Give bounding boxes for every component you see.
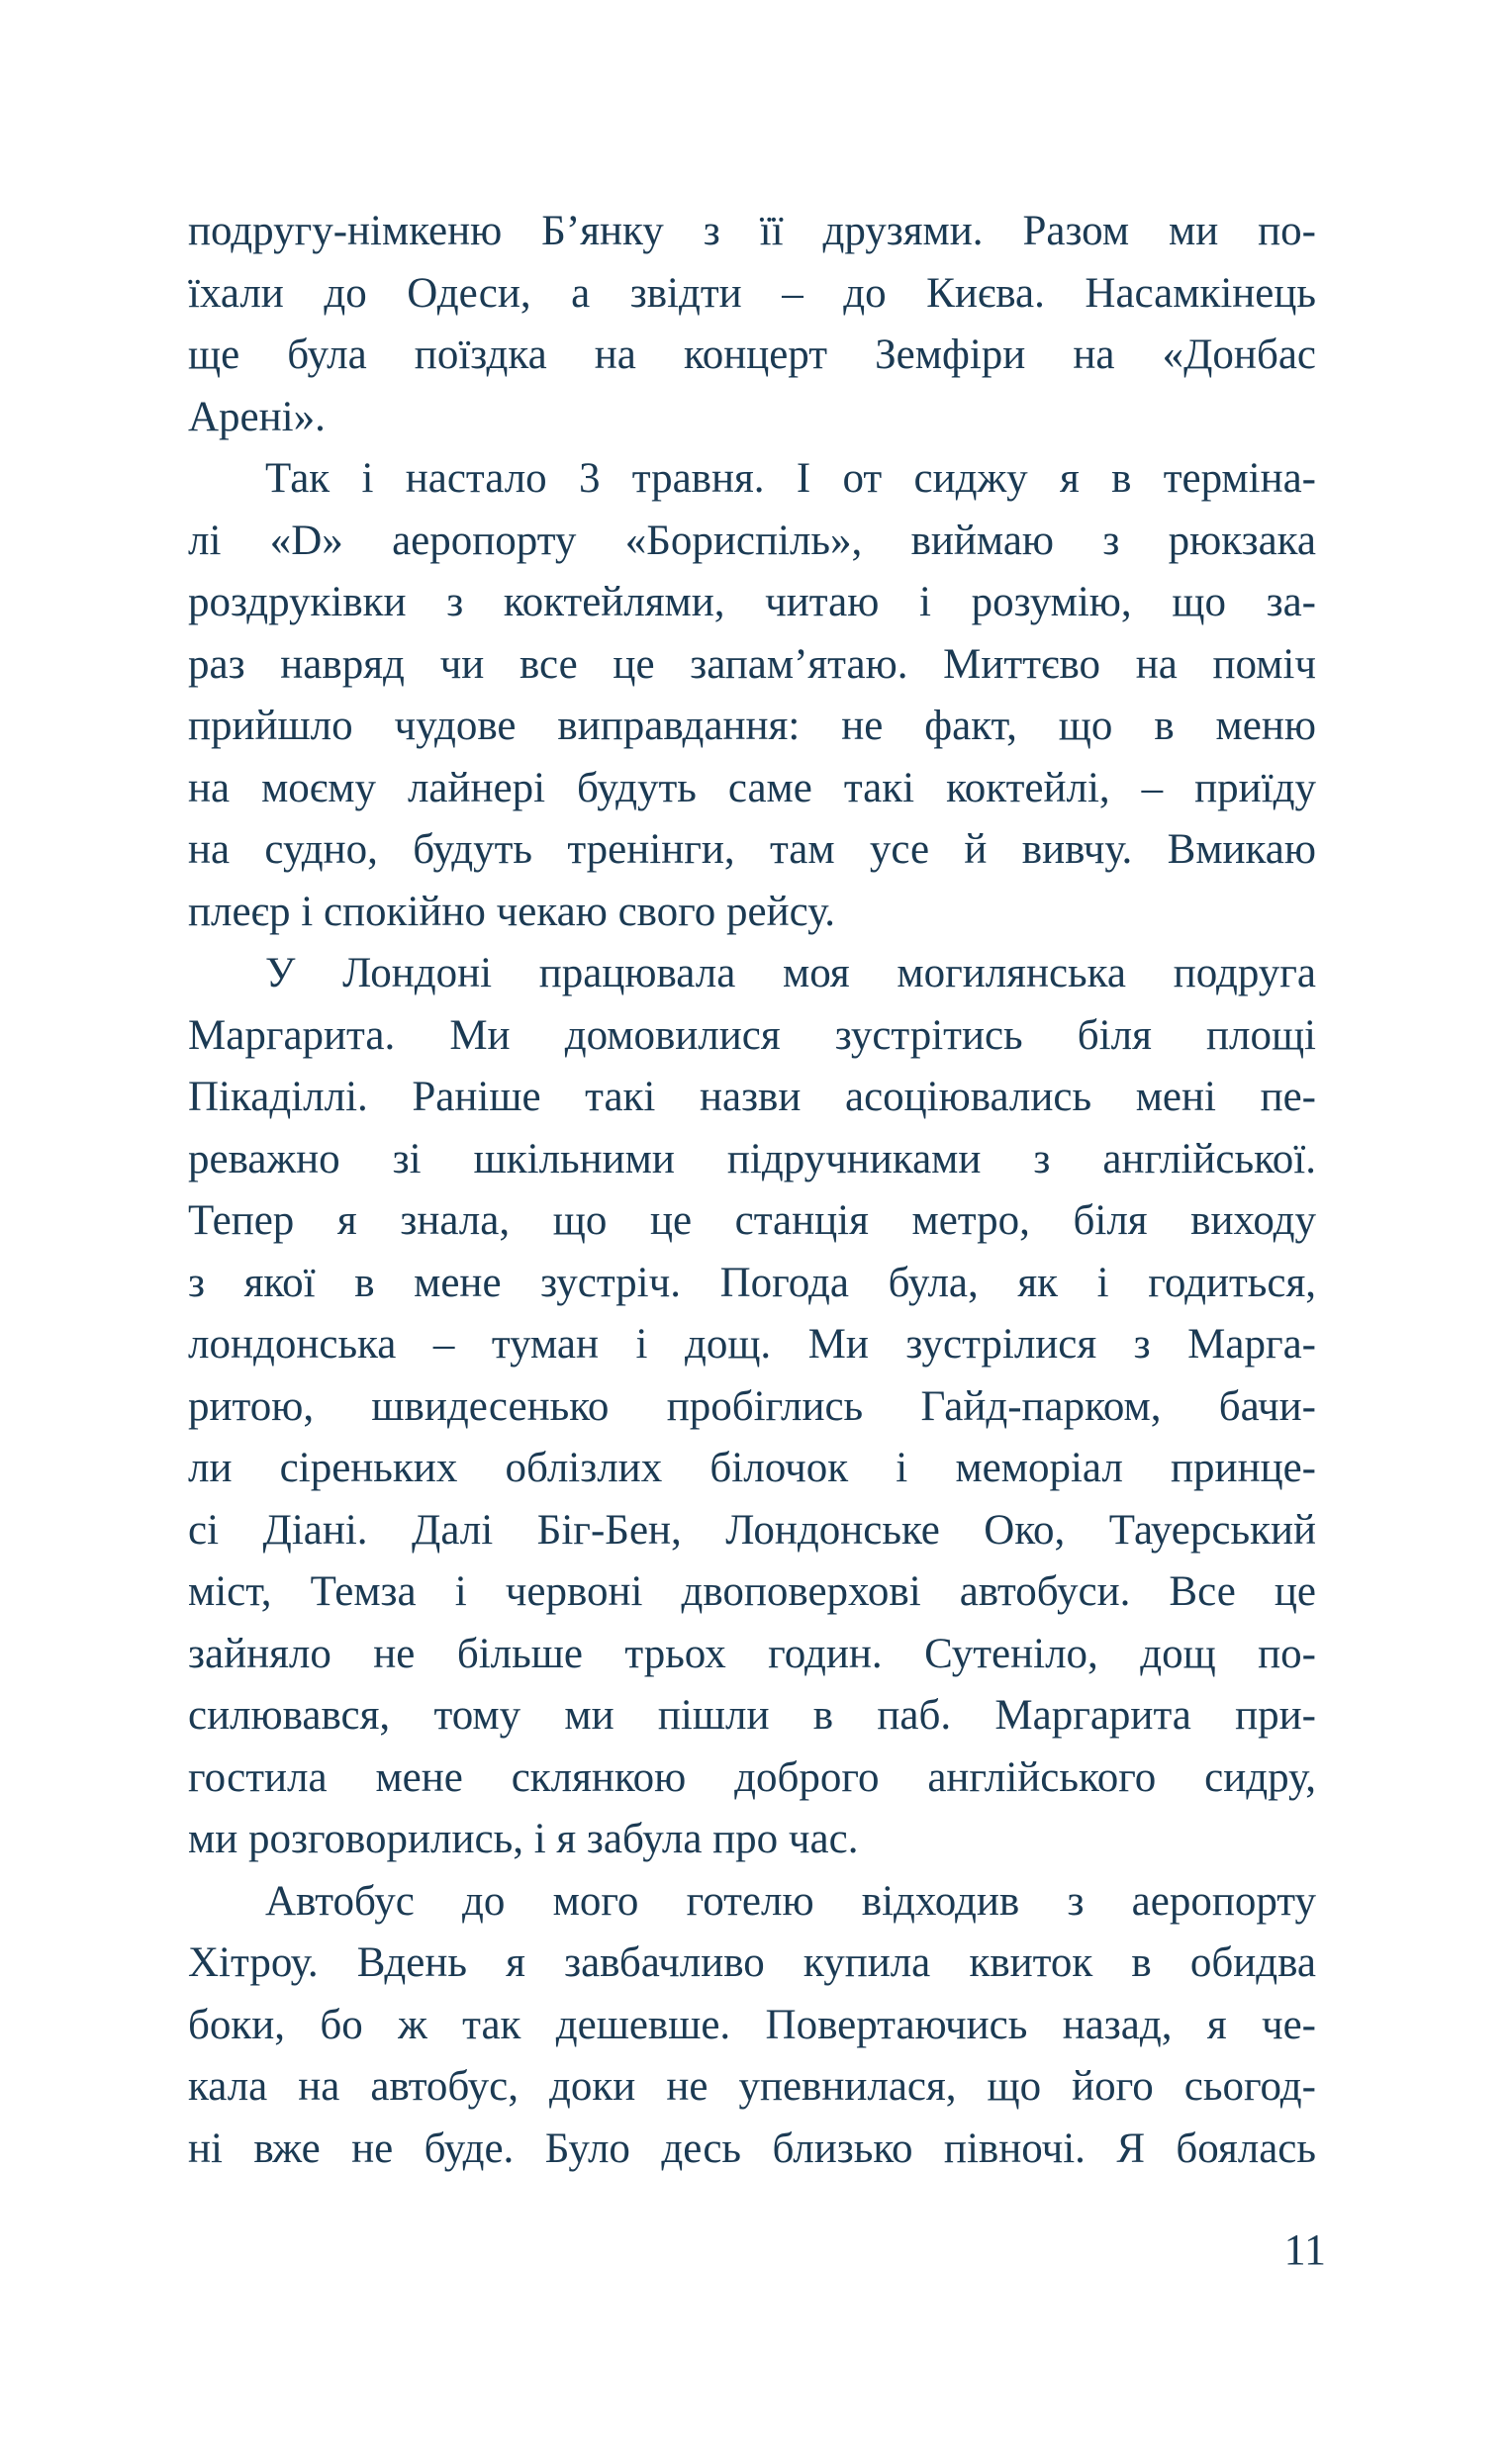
text-line: силювався, тому ми пішли в паб. Маргарита при-: [188, 1692, 1316, 1739]
text-line: гостила мене склянкою доброго англійського сидру,: [188, 1753, 1316, 1801]
text-line: Арені».: [188, 393, 326, 440]
text-line: Маргарита. Ми домовилися зустрітись біля площі: [188, 1011, 1316, 1059]
page-number: 11: [1283, 2225, 1326, 2274]
text-line: У Лондоні працювала моя могилянська подруга: [265, 950, 1316, 996]
text-line: сі Діані. Далі Біг-Бен, Лондонське Око, Тауерський: [188, 1506, 1316, 1554]
text-line: Так і настало 3 травня. І от сиджу я в терміна-: [265, 455, 1316, 502]
text-line: реважно зі шкільними підручниками з англійської.: [188, 1135, 1316, 1182]
text-line: на судно, будуть тренінги, там усе й вивчу. Вмикаю: [188, 826, 1316, 873]
text-line: лі «D» аеропорту «Бориспіль», виймаю з рюкзака: [188, 517, 1316, 564]
text-line: ні вже не буде. Було десь близько півночі. Я боялась: [188, 2124, 1316, 2172]
text-line: ми розговорились, і я забула про час.: [188, 1816, 859, 1862]
text-line: міст, Темза і червоні двоповерхові автобуси. Все це: [188, 1568, 1316, 1615]
text-line: роздруківки з коктейлями, читаю і розумію, що за-: [188, 579, 1316, 625]
text-line: Хітроу. Вдень я завбачливо купила квиток в обидва: [188, 1939, 1316, 1986]
text-line: лондонська – туман і дощ. Ми зустрілися з Марга-: [188, 1321, 1316, 1368]
text-line: на моєму лайнері будуть саме такі коктейлі, – приїду: [188, 764, 1316, 811]
text-line: кала на автобус, доки не упевнилася, що його сьогод-: [188, 2063, 1316, 2110]
text-line: ритою, швидесенько пробіглись Гайд-парком, бачи-: [188, 1382, 1316, 1430]
text-line: зайняло не більше трьох годин. Сутеніло, дощ по-: [188, 1630, 1316, 1677]
text-line: плеєр і спокійно чекаю свого рейсу.: [188, 888, 836, 935]
text-line: прийшло чудове виправдання: не факт, що в меню: [188, 703, 1316, 749]
text-line: їхали до Одеси, а звідти – до Києва. Насамкінець: [188, 269, 1316, 317]
text-line: Тепер я знала, що це станція метро, біля виходу: [188, 1197, 1316, 1244]
page-text-block: [188, 201, 1316, 2180]
text-line: Автобус до мого готелю відходив з аеропорту: [265, 1877, 1316, 1925]
text-line: раз навряд чи все це запам’ятаю. Миттєво на поміч: [188, 640, 1316, 688]
text-line: ли сіреньких облізлих білочок і меморіал принце-: [188, 1445, 1316, 1491]
text-line: ще була поїздка на концерт Земфіри на «Донбас: [188, 331, 1316, 378]
text-line: Пікаділлі. Раніше такі назви асоціювались мені пе-: [188, 1074, 1316, 1120]
text-line: з якої в мене зустріч. Погода була, як і годиться,: [188, 1259, 1316, 1306]
text-line: подругу-німкеню Б’янку з її друзями. Разом ми по-: [188, 208, 1316, 254]
text-line: боки, бо ж так дешевше. Повертаючись назад, я че-: [188, 2001, 1316, 2048]
